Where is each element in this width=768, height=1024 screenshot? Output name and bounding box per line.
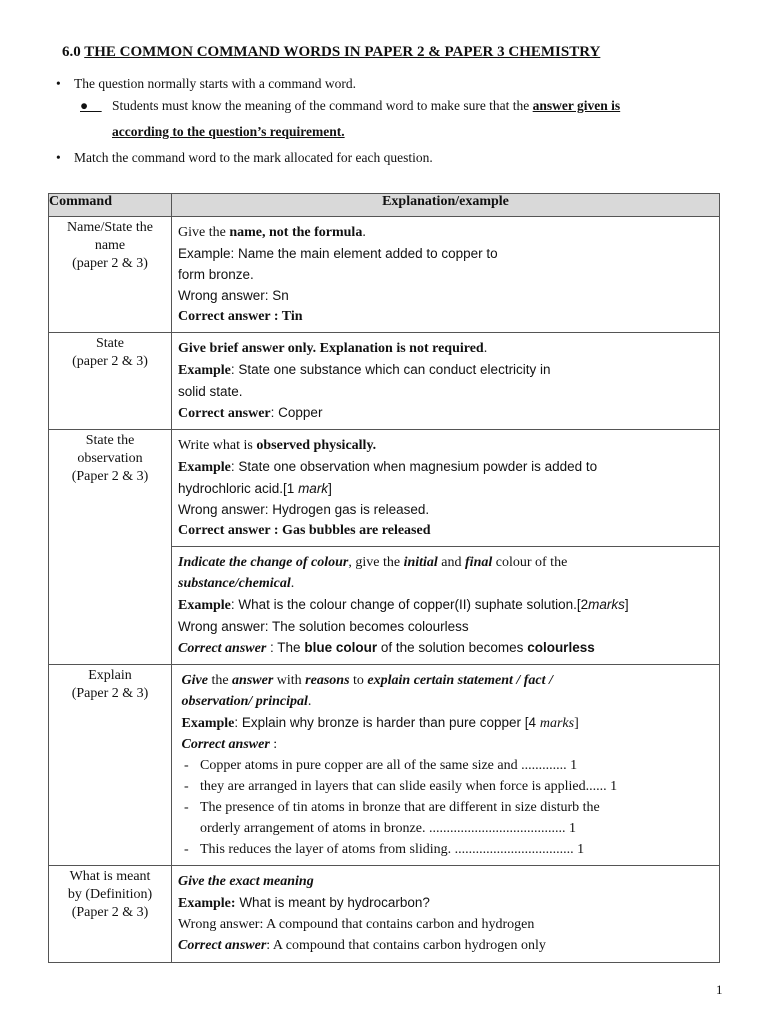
page-number: 1 xyxy=(716,982,723,997)
page-heading xyxy=(62,44,600,61)
heading-number: 6.0 xyxy=(62,44,81,60)
explanation-line: hydrochloric acid.[1 mark] xyxy=(178,481,332,496)
answer-list xyxy=(178,755,713,860)
command-text: Explain xyxy=(88,668,132,683)
bullet-icon: • xyxy=(56,150,61,165)
list-item-continuation: orderly arrangement of atoms in bronze. ....................................... 1 xyxy=(200,821,576,836)
bullet-emphasis: answer given is xyxy=(532,98,621,113)
table-row xyxy=(49,665,720,866)
list-item: - they are arranged in layers that can slide easily when force is applied...... 1 xyxy=(184,779,618,794)
explanation-line: solid state. xyxy=(178,384,243,399)
command-text: Name/State the xyxy=(67,220,153,235)
explanation-cell xyxy=(172,665,720,866)
explanation-cell xyxy=(172,547,720,665)
command-text: State the xyxy=(85,433,135,448)
list-item: - Copper atoms in pure copper are all of the same size and ............. 1 xyxy=(184,758,578,773)
command-text: (paper 2 & 3) xyxy=(72,256,148,271)
command-words-table xyxy=(48,193,720,963)
command-cell xyxy=(49,665,172,866)
sub-bullet-item xyxy=(80,98,620,114)
bullet-item xyxy=(56,150,433,166)
table-row xyxy=(49,217,720,333)
explanation-line: Correct answer: A compound that contains carbon hydrogen only xyxy=(178,938,546,953)
explanation-line: Indicate the change of colour, give the initial and final colour of the xyxy=(178,555,568,570)
explanation-line: Wrong answer: The solution becomes colourless xyxy=(178,619,469,634)
list-item: - This reduces the layer of atoms from sliding. .................................. 1 xyxy=(184,842,585,857)
list-item: - The presence of tin atoms in bronze that are different in size disturb the xyxy=(184,800,600,815)
command-text: observation xyxy=(77,451,143,466)
bullet-text: The question normally starts with a command word. xyxy=(74,76,356,91)
command-cell xyxy=(49,333,172,430)
bullet-text: Match the command word to the mark allocated for each question. xyxy=(74,150,433,165)
command-text: (paper 2 & 3) xyxy=(72,354,148,369)
table-header-row xyxy=(49,194,720,217)
table-row xyxy=(49,333,720,430)
explanation-line: Wrong answer: Sn xyxy=(178,288,289,303)
command-text: (Paper 2 & 3) xyxy=(71,905,149,920)
header-command: Command xyxy=(49,194,172,217)
explanation-line: Write what is observed physically. xyxy=(178,438,377,453)
explanation-line: Give the name, not the formula. xyxy=(178,225,366,240)
header-explanation: Explanation/example xyxy=(172,194,720,217)
explanation-cell xyxy=(172,217,720,333)
explanation-line: Correct answer : Tin xyxy=(178,309,303,324)
explanation-line: Correct answer : Gas bubbles are released xyxy=(178,523,431,538)
heading-title: THE COMMON COMMAND WORDS IN PAPER 2 & PAPER 3 CHEMISTRY xyxy=(84,44,601,60)
explanation-line: form bronze. xyxy=(178,267,254,282)
command-text: (Paper 2 & 3) xyxy=(71,469,149,484)
command-text: (Paper 2 & 3) xyxy=(71,686,149,701)
command-text: name xyxy=(94,238,126,253)
bullet-icon: • xyxy=(56,76,61,91)
explanation-line: Example: Name the main element added to copper to xyxy=(178,246,498,261)
explanation-line: Example: What is meant by hydrocarbon? xyxy=(178,895,430,911)
explanation-line: Example: What is the colour change of copper(II) suphate solution.[2marks] xyxy=(178,597,629,613)
explanation-line: Wrong answer: Hydrogen gas is released. xyxy=(178,502,430,517)
table-row xyxy=(49,866,720,963)
table-row xyxy=(49,430,720,547)
bullet-icon: ● xyxy=(80,98,102,113)
command-text: by (Definition) xyxy=(67,887,153,902)
command-cell xyxy=(49,866,172,963)
explanation-line: observation/ principal. xyxy=(181,694,312,709)
command-text: What is meant xyxy=(69,869,151,884)
bullet-text: Students must know the meaning of the command word to make sure that the xyxy=(112,98,533,113)
explanation-line: Give brief answer only. Explanation is not required. xyxy=(178,341,488,356)
explanation-cell xyxy=(172,430,720,547)
explanation-line: Correct answer : The blue colour of the solution becomes colourless xyxy=(178,640,595,656)
explanation-line: Give the exact meaning xyxy=(178,874,314,889)
explanation-line: Wrong answer: A compound that contains carbon and hydrogen xyxy=(178,917,535,932)
explanation-line: Example: Explain why bronze is harder than pure copper [4 marks] xyxy=(181,715,579,731)
explanation-cell xyxy=(172,866,720,963)
command-text: State xyxy=(96,336,124,351)
bullet-item xyxy=(56,76,356,92)
explanation-line: substance/chemical. xyxy=(178,576,295,591)
explanation-cell xyxy=(172,333,720,430)
explanation-line: Correct answer : xyxy=(181,737,278,752)
command-cell xyxy=(49,217,172,333)
explanation-line: Example: State one substance which can conduct electricity in xyxy=(178,362,551,378)
command-cell xyxy=(49,430,172,665)
explanation-line: Give the answer with reasons to explain certain statement / fact / xyxy=(181,673,553,688)
explanation-line: Example: State one observation when magnesium powder is added to xyxy=(178,459,598,475)
sub-bullet-continuation: according to the question’s requirement. xyxy=(112,124,345,139)
explanation-line: Correct answer: Copper xyxy=(178,405,323,421)
